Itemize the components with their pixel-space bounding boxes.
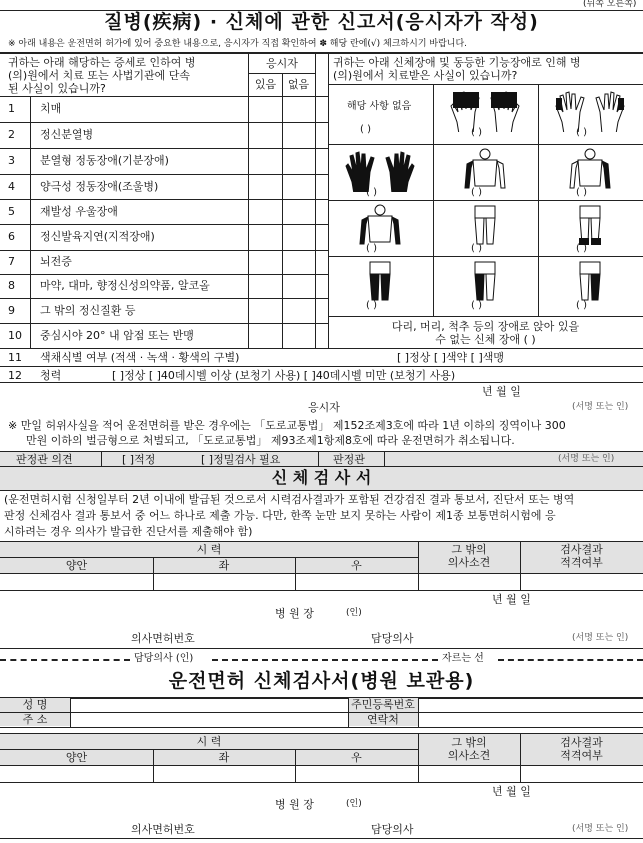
exam-title: 신 체 검 사 서: [271, 468, 372, 487]
none-applicable-label: 해당 사항 없음: [347, 101, 412, 112]
exam-note-2: 판정 신체검사 결과 통보서 중 어느 하나로 제출 가능. 다만, 한쪽 눈만 보지 못하는 사람이 제1종 보통면허시험에 응: [4, 509, 556, 522]
date-line-2: 년 월 일: [492, 593, 531, 606]
left-eye-header: 좌: [218, 559, 230, 572]
doctor-label-2: 담당의사: [371, 823, 414, 836]
disease-yes-checkbox[interactable]: [249, 123, 282, 148]
disease-yes-checkbox[interactable]: [249, 149, 282, 174]
disease-no-checkbox[interactable]: [283, 123, 315, 148]
judge-sign-seal: (서명 또는 인): [558, 454, 615, 464]
doctor-sign-seal: (서명 또는 인): [572, 633, 629, 643]
left-question-2: (의)원에서 치료 또는 사법기관에 단속: [8, 69, 190, 82]
disease-yes-checkbox[interactable]: [249, 324, 282, 348]
name-label: 성 명: [22, 698, 48, 711]
other-opinion-header-2b: 의사소견: [447, 749, 491, 762]
disease-no-checkbox[interactable]: [283, 324, 315, 348]
disease-label: 양극성 정동장애(조울병): [40, 179, 159, 193]
date-line-1: 년 월 일: [482, 385, 521, 398]
other-opinion-header-2: 의사소견: [447, 556, 491, 569]
disease-number: 1: [8, 102, 15, 115]
license-no-label: 의사면허번호: [131, 632, 195, 645]
disease-number: 2: [8, 128, 15, 141]
disease-yes-checkbox[interactable]: [249, 299, 282, 323]
left-question-1: 귀하는 아래 해당하는 증세로 인하여 병: [8, 56, 196, 69]
legs-lower-figure-icon: [538, 204, 642, 248]
second-title: 운전면허 신체검사서(병원 보관용): [168, 670, 475, 692]
row12-no: 12: [8, 369, 22, 382]
result-header-1: 검사결과: [560, 543, 603, 556]
disease-no-checkbox[interactable]: [283, 251, 315, 274]
judge-officer-label: 판정관: [333, 453, 365, 466]
lower-body-figure-icon: [433, 204, 537, 248]
judge-opinion-label: 판정관 의견: [16, 453, 73, 466]
disease-label: 그 밖의 정신질환 등: [40, 303, 136, 317]
result-header-2: 적격여부: [560, 556, 603, 569]
reg-no-label: 주민등록번호: [351, 698, 415, 711]
result-header-2a: 검사결과: [560, 736, 603, 749]
warning-line-2: 만원 이하의 벌금형으로 처벌되고, 「도로교통법」 제93조제1항제8호에 따라 운전면허가 취소됩니다.: [26, 434, 515, 447]
disease-label: 정신발육지연(지적장애): [40, 230, 155, 243]
hands-thumb-figure-icon: [538, 88, 642, 132]
disease-yes-checkbox[interactable]: [249, 275, 282, 298]
hospital-head-label-2: 병 원 장: [275, 798, 314, 811]
hospital-head-seal: (인): [346, 608, 362, 618]
cut-line-label: 자르는 선: [442, 653, 484, 664]
form-title: 질병(疾病) · 신체에 관한 신고서(응시자가 작성): [104, 11, 539, 33]
disease-no-checkbox[interactable]: [283, 275, 315, 298]
hospital-head-seal-2: (인): [346, 799, 362, 809]
applicant-sign-label: 응시자: [308, 401, 340, 414]
disability-checkbox[interactable]: ( ): [366, 187, 377, 198]
disease-yes-checkbox[interactable]: [249, 200, 282, 224]
disability-checkbox[interactable]: ( ): [366, 243, 377, 254]
applicant-col-header: 응시자: [266, 57, 298, 70]
exam-note-3: 시하려는 경우 의사가 발급한 진단서를 제출해야 함): [4, 525, 253, 538]
right-question-2: (의)원에서 치료받은 사실이 있습니까?: [333, 69, 518, 82]
cut-doctor-seal: 담당의사 (인): [134, 653, 194, 664]
left-question-3: 된 사실이 있습니까?: [8, 82, 106, 95]
disease-no-checkbox[interactable]: [283, 225, 315, 250]
disease-no-checkbox[interactable]: [283, 175, 315, 199]
legs-both-figure-icon: [328, 260, 432, 304]
disease-label: 마약, 대마, 향정신성의약품, 알코올: [40, 279, 210, 292]
contact-label: 연락처: [367, 713, 399, 726]
disease-number: 4: [8, 179, 15, 193]
form-notice: ※ 아래 내용은 운전면허 허가에 있어 중요한 내용으로, 응시자가 직접 확인하여 ✽ 해당 란에(√) 체크하시기 바랍니다.: [8, 39, 468, 49]
vision-header-2: 시 력: [196, 735, 222, 748]
row12-label: 청력: [40, 369, 62, 382]
doctor-label: 담당의사: [371, 632, 414, 645]
disease-no-checkbox[interactable]: [283, 200, 315, 224]
disease-yes-checkbox[interactable]: [249, 175, 282, 199]
judge-detailed-exam-option[interactable]: [ ]정밀검사 필요: [201, 453, 281, 466]
other-opinion-header-1: 그 밖의: [451, 543, 487, 556]
disease-number: 3: [8, 154, 15, 167]
disability-checkbox[interactable]: ( ): [576, 300, 587, 311]
disability-checkbox[interactable]: ( ): [576, 187, 587, 198]
disease-label: 뇌전증: [40, 255, 72, 268]
disease-label: 분열형 정동장애(기분장애): [40, 154, 169, 167]
page-corner-label: (뒤쪽 오른쪽): [583, 0, 637, 9]
sitting-disability-note-1: 다리, 머리, 척추 등의 장애로 앉아 있을: [391, 320, 580, 333]
disease-yes-checkbox[interactable]: [249, 251, 282, 274]
hospital-head-label: 병 원 장: [275, 607, 314, 620]
disease-number: 5: [8, 204, 15, 218]
legs-right-figure-icon: [538, 260, 642, 304]
none-applicable-checkbox[interactable]: ( ): [360, 124, 371, 135]
vision-header: 시 력: [196, 543, 222, 556]
warning-line-1: ※ 만일 허위사실을 적어 운전면허를 받은 경우에는 「도로교통법」 제152조제3호에 따라 1년 이하의 징역이나 300: [8, 419, 566, 432]
hands-fingers-figure-icon: [433, 88, 537, 132]
color-vision-options[interactable]: [ ]정상 [ ]색약 [ ]색맹: [397, 351, 504, 364]
disability-checkbox[interactable]: ( ): [471, 300, 482, 311]
disease-number: 7: [8, 255, 15, 268]
exam-note-1: (운전면허시험 신청일부터 2년 이내에 발급된 것으로서 시력검사결과가 포함된 건강검진 결과 통보서, 진단서 또는 병역: [4, 493, 575, 506]
both-eyes-header: 양안: [65, 559, 88, 572]
license-no-label-2: 의사면허번호: [131, 823, 195, 836]
row11-no: 11: [8, 351, 22, 364]
disease-number: 8: [8, 279, 15, 292]
disease-label: 재발성 우울장애: [40, 204, 118, 218]
disability-checkbox[interactable]: ( ): [576, 127, 587, 138]
result-header-2b: 적격여부: [560, 749, 603, 762]
disease-no-checkbox[interactable]: [283, 299, 315, 323]
address-label: 주 소: [22, 713, 48, 726]
yes-col-header: 있음: [254, 78, 277, 91]
both-eyes-header-2: 양안: [65, 751, 88, 764]
sitting-disability-note-2: 수 없는 신체 장애 ( ): [435, 333, 536, 346]
disease-label: 중심시야 20° 내 암점 또는 반맹: [40, 328, 194, 342]
row11-label: 색채식별 여부 (적색 · 녹색 · 황색의 구별): [40, 351, 240, 364]
right-eye-header-2: 우: [351, 751, 362, 764]
left-eye-header-2: 좌: [218, 751, 230, 764]
disease-yes-checkbox[interactable]: [249, 225, 282, 250]
disease-number: 9: [8, 303, 15, 317]
hearing-options[interactable]: [ ]정상 [ ]40데시벨 이상 (보청기 사용) [ ]40데시벨 미만 (보청기 사용): [112, 369, 456, 382]
no-col-header: 없음: [287, 78, 310, 91]
judge-adequate-option[interactable]: [ ]적정: [122, 453, 156, 466]
disease-number: 10: [8, 328, 22, 342]
applicant-sign-seal: (서명 또는 인): [572, 402, 629, 412]
torso-left-arm-figure-icon: [433, 148, 537, 192]
doctor-sign-seal-2: (서명 또는 인): [572, 824, 629, 834]
disability-checkbox[interactable]: ( ): [366, 300, 377, 311]
disease-label: 치매: [40, 102, 62, 115]
disease-yes-checkbox[interactable]: [249, 97, 282, 122]
right-question-1: 귀하는 아래 신체장애 및 동등한 기능장애로 인해 병: [333, 56, 581, 69]
disability-checkbox[interactable]: ( ): [471, 187, 482, 198]
torso-right-arm-figure-icon: [538, 148, 642, 192]
torso-both-arms-figure-icon: [328, 204, 432, 248]
disability-checkbox[interactable]: ( ): [471, 243, 482, 254]
disability-checkbox[interactable]: ( ): [471, 127, 482, 138]
right-eye-header: 우: [351, 559, 362, 572]
date-line-3: 년 월 일: [492, 785, 531, 798]
disability-checkbox[interactable]: ( ): [576, 243, 587, 254]
disease-label: 정신분열병: [40, 128, 94, 141]
other-opinion-header-2a: 그 밖의: [451, 736, 487, 749]
hands-full-figure-icon: [328, 148, 432, 192]
disease-no-checkbox[interactable]: [283, 97, 315, 122]
disease-number: 6: [8, 230, 15, 243]
disease-no-checkbox[interactable]: [283, 149, 315, 174]
legs-left-figure-icon: [433, 260, 537, 304]
